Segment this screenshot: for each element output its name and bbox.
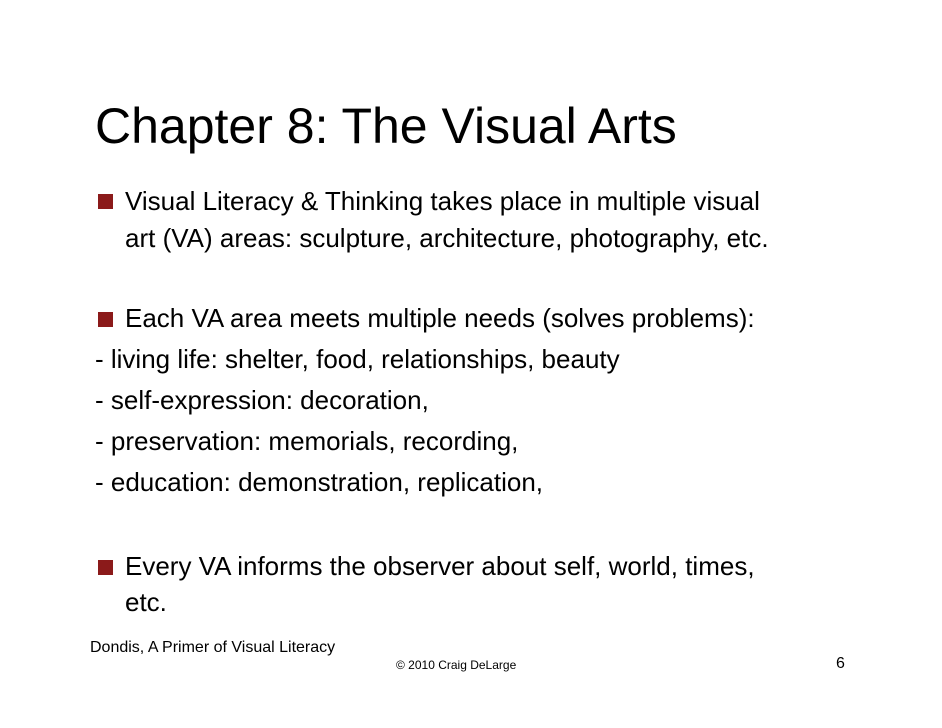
sub-item-education: - education: demonstration, replication, xyxy=(95,467,544,497)
bullet-2-line-1: Each VA area meets multiple needs (solves problems): xyxy=(125,303,755,333)
sub-item-self-expression: - self-expression: decoration, xyxy=(95,385,429,415)
bullet-1-line-2: art (VA) areas: sculpture, architecture, photography, etc. xyxy=(125,223,769,253)
bullet-square-icon xyxy=(98,194,113,209)
sub-item-living-life: - living life: shelter, food, relationships, beauty xyxy=(95,344,620,374)
copyright-notice: © 2010 Craig DeLarge xyxy=(396,658,517,672)
bullet-3-line-1: Every VA informs the observer about self, world, times, xyxy=(125,551,755,581)
bullet-square-icon xyxy=(98,560,113,575)
bullet-3-line-2: etc. xyxy=(125,587,167,617)
sub-item-preservation: - preservation: memorials, recording, xyxy=(95,426,519,456)
slide-title: Chapter 8: The Visual Arts xyxy=(95,98,677,154)
bullet-1-line-1: Visual Literacy & Thinking takes place in multiple visual xyxy=(125,186,760,216)
page-number: 6 xyxy=(836,655,845,672)
bullet-square-icon xyxy=(98,312,113,327)
source-citation: Dondis, A Primer of Visual Literacy xyxy=(90,639,336,656)
